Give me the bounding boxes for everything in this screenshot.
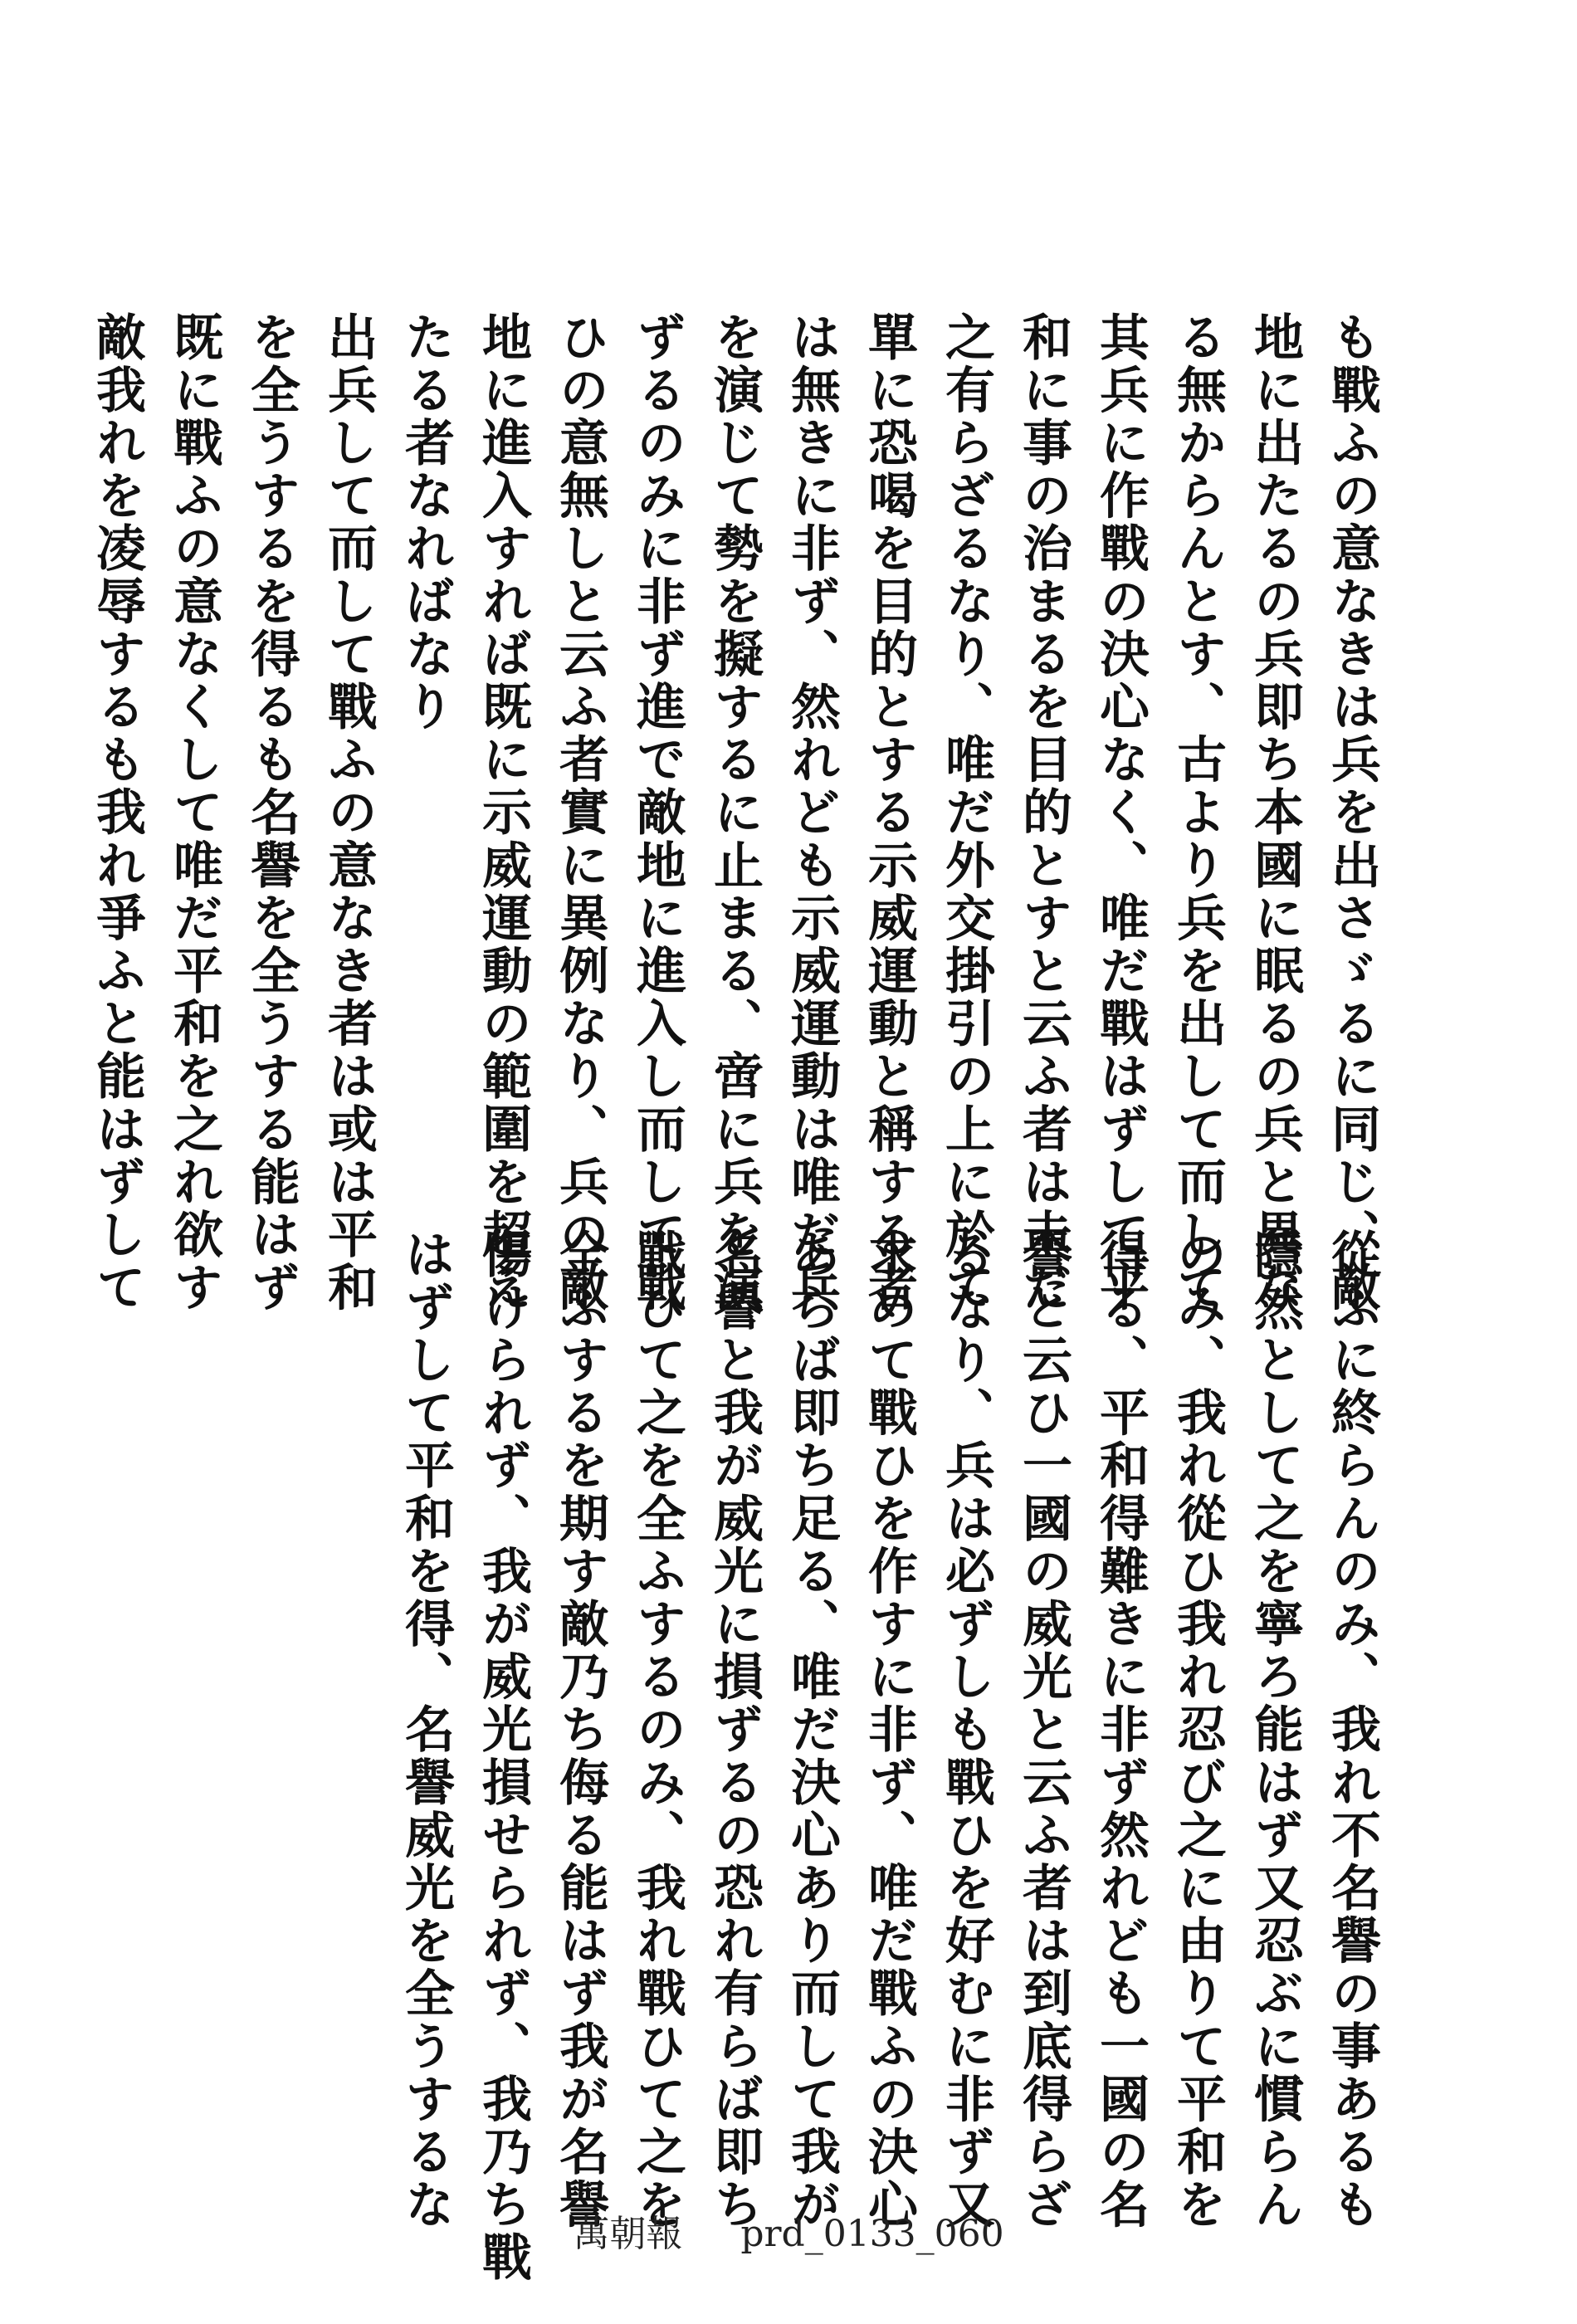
- text-column: を全うするを得るも名譽を全うする能はず: [242, 311, 300, 1315]
- footer-source: 萬朝報: [573, 2213, 683, 2255]
- text-column: ひの意無しと云ふ者實に異例なり、兵の敵: [551, 311, 609, 1315]
- text-column: 單に恐喝を目的とする示威運動と稱する者: [860, 311, 918, 1315]
- text-column: 地に出たるの兵即ち本國に眠るの兵と異な: [1246, 311, 1304, 1315]
- footer-page-id: prd_0133_060: [740, 2213, 1004, 2255]
- text-column: 既に戰ふの意なくして唯だ平和を之れ欲す: [165, 311, 223, 1315]
- text-column: 全ふするを期す敵乃ち侮る能はず我が名譽: [551, 1228, 609, 2232]
- text-column: 求めて戰ひを作すに非ず、唯だ戰ふの決心: [860, 1228, 918, 2232]
- text-column: る無からんとす、古より兵を出して而して: [1169, 311, 1227, 1315]
- text-column: 地に進入すれば既に示威運動の範圍を超え: [474, 311, 532, 1315]
- page-footer: [0, 2204, 1577, 2257]
- text-column: あらば即ち足る、唯だ決心あり而して我が: [783, 1228, 841, 2232]
- text-column: 傷けられず、我が威光損せられず、我乃ち戰: [474, 1228, 532, 2284]
- text-column: たる者なればなり: [397, 311, 455, 734]
- text-column: るなり、兵は必ずしも戰ひを好むに非ず又: [937, 1228, 995, 2232]
- text-column: 從ふに終らんのみ、我れ不名譽の事あるも: [1323, 1228, 1381, 2232]
- text-column: 出兵して而して戰ふの意なき者は或は平和: [320, 311, 378, 1315]
- text-column: も戰ふの意なきは兵を出さゞるに同じ、敵: [1323, 311, 1381, 1315]
- text-column: はずして平和を得、名譽威光を全うするな: [397, 1228, 455, 2232]
- text-column: 和に事の治まるを目的とすと云ふ者は未だ: [1014, 311, 1072, 1315]
- text-column: を演じて勢を擬するに止まる、啻に兵を演: [706, 311, 764, 1315]
- text-column: のみ、我れ從ひ我れ忍び之に由りて平和を: [1169, 1228, 1227, 2232]
- text-column: 戰ひて之を全ふするのみ、我れ戰ひて之を: [628, 1228, 686, 2232]
- text-column: は無きに非ず、然れども示威運動は唯だ兵: [783, 311, 841, 1315]
- text-column: 隱然として之を寧ろ能はず又忍ぶに慣らん: [1246, 1228, 1304, 2232]
- text-column: 譽と云ひ一國の威光と云ふ者は到底得らざ: [1014, 1228, 1072, 2232]
- text-column: ずるのみに非ず進で敵地に進入し而して戰: [628, 311, 686, 1315]
- upper-text-block: [88, 311, 1390, 1315]
- text-column: 得る、平和得難きに非ず然れども一國の名: [1091, 1228, 1150, 2232]
- text-column: 之有らざるなり、唯だ外交掛引の上に於て: [937, 311, 995, 1315]
- text-column: 其兵に作戰の決心なく、唯だ戰はずして平: [1091, 311, 1150, 1315]
- text-column: 名譽と我が威光に損ずるの恐れ有らば即ち: [706, 1228, 764, 2232]
- text-column: 敵我れを凌辱するも我れ爭ふと能はずして: [88, 311, 146, 1315]
